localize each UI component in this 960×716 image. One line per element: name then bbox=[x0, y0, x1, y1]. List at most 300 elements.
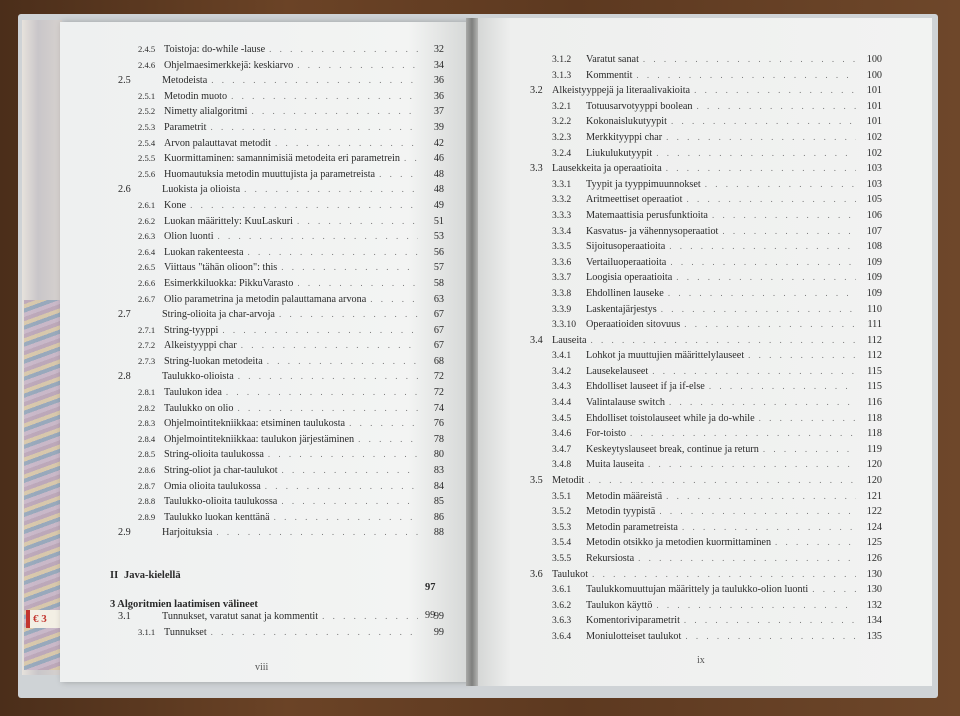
leader-dots bbox=[666, 163, 856, 173]
toc-entry-number: 3.4.5 bbox=[552, 412, 572, 424]
toc-entry-page: 72 bbox=[433, 387, 444, 399]
toc-entry bbox=[118, 153, 444, 169]
leader-dots bbox=[267, 356, 418, 366]
toc-entry-page: 46 bbox=[433, 153, 444, 165]
toc-entry-title: Lohkot ja muuttujien määrittelylauseet bbox=[586, 350, 745, 362]
toc-entry bbox=[530, 537, 882, 553]
toc-entry-title: String-oliot ja char-taulukot bbox=[164, 465, 278, 477]
toc-entry-number: 2.6.6 bbox=[138, 277, 156, 288]
toc-entry-number: 3.4.7 bbox=[552, 443, 572, 455]
toc-entry-page: 100 bbox=[866, 54, 882, 65]
toc-entry-page: 100 bbox=[866, 69, 882, 81]
toc-entry-number: 2.6.3 bbox=[138, 231, 156, 242]
leader-dots bbox=[275, 138, 418, 148]
leader-dots bbox=[669, 397, 856, 407]
toc-entry-number: 3.2 bbox=[530, 85, 543, 97]
toc-entry bbox=[118, 60, 444, 76]
toc-entry-title: Luokan määrittely: KuuLaskuri bbox=[164, 215, 294, 227]
toc-entry-title: Ohjelmointitekniikkaa: taulukon järjestäminen bbox=[164, 433, 355, 445]
leader-dots bbox=[722, 226, 856, 236]
toc-entry-page: 88 bbox=[433, 527, 444, 539]
toc-entry bbox=[118, 481, 444, 497]
toc-entry-title: Metodin parametreista bbox=[586, 521, 678, 533]
toc-entry-title: Metodin otsikko ja metodien kuormittaminen bbox=[586, 537, 772, 549]
toc-entry-title: Olio parametrina ja metodin palauttamana arvona bbox=[164, 293, 367, 305]
leader-dots bbox=[211, 627, 418, 637]
toc-entry-title: Merkkityyppi char bbox=[586, 131, 663, 143]
leader-dots bbox=[652, 366, 856, 376]
toc-entry bbox=[118, 184, 444, 200]
toc-entry-number: 2.5.1 bbox=[138, 90, 156, 101]
toc-entry bbox=[530, 148, 882, 164]
toc-entry bbox=[530, 163, 882, 179]
toc-entry-title: For-toisto bbox=[586, 428, 626, 440]
toc-entry bbox=[530, 459, 882, 475]
toc-entry bbox=[118, 294, 444, 310]
toc-entry bbox=[530, 257, 882, 273]
toc-entry bbox=[118, 611, 444, 627]
leader-dots bbox=[656, 148, 856, 158]
leader-dots bbox=[297, 216, 418, 226]
toc-entry-page: 125 bbox=[866, 537, 882, 549]
leader-dots bbox=[265, 481, 418, 491]
toc-entry-title: Tunnukset, varatut sanat ja kommentit bbox=[162, 611, 319, 622]
toc-entry bbox=[530, 475, 882, 491]
chapter-page-number: 99 bbox=[425, 610, 436, 621]
toc-entry-page: 116 bbox=[867, 397, 882, 409]
leader-dots bbox=[697, 101, 856, 111]
toc-entry-title: Ehdollinen lauseke bbox=[586, 287, 664, 299]
toc-entry-number: 3.6.2 bbox=[552, 599, 572, 611]
toc-entry-page: 39 bbox=[433, 121, 444, 133]
toc-entry-title: Taulukon idea bbox=[164, 387, 222, 399]
toc-entry-page: 134 bbox=[866, 615, 882, 627]
leader-dots bbox=[279, 309, 418, 319]
toc-entry-number: 3.1.3 bbox=[552, 69, 572, 81]
toc-entry bbox=[530, 350, 882, 366]
toc-entry bbox=[530, 397, 882, 413]
toc-entry-page: 49 bbox=[433, 199, 444, 211]
toc-entry bbox=[530, 522, 882, 538]
toc-entry-page: 118 bbox=[867, 428, 882, 440]
leader-dots bbox=[669, 241, 856, 251]
toc-entry bbox=[530, 428, 882, 444]
toc-entry bbox=[530, 506, 882, 522]
toc-entry bbox=[118, 449, 444, 465]
toc-entry-number: 2.4.5 bbox=[138, 44, 156, 54]
toc-entry-number: 3.2.4 bbox=[552, 147, 572, 159]
toc-entry-number: 2.7 bbox=[118, 309, 131, 321]
leader-dots bbox=[237, 403, 418, 413]
toc-entry bbox=[118, 262, 444, 278]
toc-entry-title: Taulukkomuuttujan määrittely ja taulukko-olion luonti bbox=[586, 584, 809, 596]
toc-entry-title: Nimetty alialgoritmi bbox=[164, 106, 248, 118]
toc-entry-title: Lausekkeita ja operaatioita bbox=[552, 163, 662, 175]
toc-entry-title: Alkeistyyppejä ja literaalivakioita bbox=[552, 85, 691, 97]
toc-entry bbox=[118, 403, 444, 419]
toc-entry bbox=[530, 85, 882, 101]
toc-entry-title: Keskeytyslauseet break, continue ja return bbox=[586, 443, 759, 455]
toc-entry-title: Luokista ja olioista bbox=[162, 184, 241, 196]
toc-entry-page: 80 bbox=[433, 449, 444, 461]
toc-entry-number: 2.9 bbox=[118, 527, 131, 539]
toc-entry-title: Metodeista bbox=[162, 75, 208, 87]
toc-entry-page: 124 bbox=[866, 521, 882, 533]
toc-entry-number: 3.3.7 bbox=[552, 272, 572, 284]
leader-dots bbox=[226, 387, 418, 397]
leader-dots bbox=[709, 381, 856, 391]
toc-entry bbox=[530, 584, 882, 600]
toc-entry bbox=[118, 325, 444, 341]
toc-entry-title: Metodin muoto bbox=[164, 90, 228, 102]
toc-entry-title: Kokonaislukutyypit bbox=[586, 116, 667, 128]
toc-entry-title: String-olioita taulukossa bbox=[164, 449, 264, 461]
toc-entry-title: String-olioita ja char-arvoja bbox=[162, 309, 275, 321]
toc-entry-title: Taulukko luokan kenttänä bbox=[164, 511, 270, 523]
toc-entry-page: 58 bbox=[433, 277, 444, 289]
leader-dots bbox=[648, 459, 856, 469]
toc-entry-number: 2.5.3 bbox=[138, 121, 156, 132]
toc-entry-page: 132 bbox=[866, 599, 882, 611]
leader-dots bbox=[591, 335, 856, 345]
toc-entry-page: 102 bbox=[866, 147, 882, 159]
toc-entry-page: 119 bbox=[867, 443, 882, 455]
toc-entry-title: Toistoja: do-while -lause bbox=[164, 44, 266, 55]
toc-entry-title: Taulukko on olio bbox=[164, 402, 234, 414]
toc-entry-number: 3.4.8 bbox=[552, 459, 572, 471]
leader-dots bbox=[349, 418, 418, 428]
part-title: Java-kielellä bbox=[124, 570, 181, 581]
toc-entry bbox=[530, 569, 882, 585]
toc-entry-page: 99 bbox=[433, 611, 444, 622]
toc-entry-number: 2.8.4 bbox=[138, 433, 156, 444]
toc-entry-title: Kone bbox=[164, 199, 187, 211]
toc-entry bbox=[118, 106, 444, 122]
toc-entry-page: 105 bbox=[866, 194, 882, 206]
toc-entry-title: Operaatioiden sitovuus bbox=[586, 319, 681, 331]
leader-dots bbox=[297, 60, 418, 70]
leader-dots bbox=[322, 611, 418, 621]
toc-entry-number: 3.3.5 bbox=[552, 241, 572, 253]
toc-entry bbox=[118, 231, 444, 247]
leader-dots bbox=[238, 371, 418, 381]
toc-entry-page: 108 bbox=[866, 241, 882, 253]
toc-entry-title: Kuormittaminen: samannimisiä metodeita eri parametrein bbox=[164, 153, 400, 165]
right-toc-list bbox=[530, 54, 882, 647]
toc-entry-page: 103 bbox=[866, 163, 882, 175]
toc-entry-title: Parametrit bbox=[164, 121, 207, 133]
toc-entry-page: 83 bbox=[433, 465, 444, 477]
leader-dots bbox=[210, 122, 418, 132]
toc-entry-page: 106 bbox=[866, 209, 882, 221]
toc-entry-title: Valintalause switch bbox=[586, 397, 665, 409]
toc-entry-number: 3.3.10 bbox=[552, 319, 576, 331]
toc-entry-page: 63 bbox=[433, 293, 444, 305]
toc-entry-page: 109 bbox=[866, 287, 882, 299]
toc-entry bbox=[118, 527, 444, 543]
toc-entry-title: Ehdolliset lauseet if ja if-else bbox=[586, 381, 705, 393]
toc-entry bbox=[530, 600, 882, 616]
toc-entry bbox=[530, 132, 882, 148]
toc-entry-title: Tyypit ja tyyppimuunnokset bbox=[586, 178, 701, 190]
toc-entry-number: 3.3.9 bbox=[552, 303, 572, 315]
toc-entry bbox=[118, 138, 444, 154]
toc-entry-title: Tunnukset bbox=[164, 626, 207, 638]
toc-entry-title: Ehdolliset toistolauseet while ja do-while bbox=[586, 412, 755, 424]
toc-entry bbox=[118, 387, 444, 403]
chapter-number: 3 bbox=[110, 599, 116, 610]
toc-entry-title: Metodin määreistä bbox=[586, 490, 663, 502]
toc-entry-number: 3.3.2 bbox=[552, 194, 572, 206]
toc-entry-page: 56 bbox=[433, 246, 444, 258]
toc-entry-title: Muita lauseita bbox=[586, 459, 644, 471]
toc-entry-title: Taulukot bbox=[552, 568, 589, 580]
leader-dots bbox=[244, 184, 418, 194]
toc-entry-title: Ohjelmointitekniikkaa: etsiminen taulukosta bbox=[164, 418, 346, 430]
toc-entry-page: 86 bbox=[433, 511, 444, 523]
toc-entry-page: 115 bbox=[867, 365, 882, 377]
leader-dots bbox=[630, 428, 856, 438]
toc-entry bbox=[530, 70, 882, 86]
toc-entry-title: Liukulukutyypit bbox=[586, 147, 653, 159]
leader-dots bbox=[694, 85, 856, 95]
leader-dots bbox=[588, 475, 856, 485]
leader-dots bbox=[241, 340, 418, 350]
toc-entry bbox=[530, 413, 882, 429]
toc-entry-page: 110 bbox=[867, 303, 882, 315]
chapter-title: Algoritmien laatimisen välineet bbox=[117, 599, 258, 610]
toc-entry bbox=[118, 122, 444, 138]
toc-entry-number: 3.3.8 bbox=[552, 287, 572, 299]
toc-entry-number: 2.8.8 bbox=[138, 496, 156, 507]
toc-entry-page: 42 bbox=[433, 137, 444, 149]
toc-entry bbox=[118, 356, 444, 372]
toc-entry-title: Luokan rakenteesta bbox=[164, 246, 244, 258]
leader-dots bbox=[282, 465, 418, 475]
toc-entry-number: 3.6.3 bbox=[552, 615, 572, 627]
toc-entry-page: 48 bbox=[433, 184, 444, 196]
toc-entry bbox=[530, 288, 882, 304]
toc-entry-number: 3.5 bbox=[530, 475, 543, 487]
toc-entry-number: 2.6.4 bbox=[138, 246, 156, 257]
leader-dots bbox=[247, 247, 418, 257]
toc-entry bbox=[118, 340, 444, 356]
leader-dots bbox=[684, 615, 856, 625]
toc-entry bbox=[118, 371, 444, 387]
toc-entry-title: Taulukon käyttö bbox=[586, 599, 653, 611]
leader-dots bbox=[712, 210, 856, 220]
toc-entry-page: 112 bbox=[867, 350, 882, 362]
leader-dots bbox=[358, 434, 418, 444]
toc-entry-page: 67 bbox=[433, 309, 444, 321]
toc-entry-number: 2.8.6 bbox=[138, 465, 156, 476]
toc-entry bbox=[530, 335, 882, 351]
toc-entry bbox=[530, 366, 882, 382]
toc-entry-page: 121 bbox=[866, 490, 882, 502]
toc-entry-number: 2.5.5 bbox=[138, 153, 156, 164]
leader-dots bbox=[666, 132, 856, 142]
toc-entry-number: 3.5.2 bbox=[552, 506, 572, 518]
toc-entry-number: 3.5.1 bbox=[552, 490, 572, 502]
leader-dots bbox=[268, 449, 418, 459]
leader-dots bbox=[643, 54, 856, 64]
toc-entry-title: Totuusarvotyyppi boolean bbox=[586, 100, 693, 112]
toc-entry-page: 72 bbox=[433, 371, 444, 383]
toc-entry-number: 3.3 bbox=[530, 163, 543, 175]
leader-dots bbox=[218, 231, 418, 241]
toc-entry-page: 37 bbox=[433, 106, 444, 118]
leader-dots bbox=[748, 350, 856, 360]
toc-entry-title: Arvon palauttavat metodit bbox=[164, 137, 271, 149]
part-page-number: 97 bbox=[425, 582, 436, 593]
toc-entry-page: 53 bbox=[433, 231, 444, 243]
toc-entry bbox=[530, 194, 882, 210]
toc-entry bbox=[530, 101, 882, 117]
toc-entry bbox=[530, 631, 882, 647]
toc-entry-number: 3.1.1 bbox=[138, 626, 156, 637]
leader-dots bbox=[670, 257, 856, 267]
leader-dots bbox=[379, 169, 418, 179]
toc-entry-title: Lauseita bbox=[552, 334, 587, 346]
toc-entry-number: 3.6 bbox=[530, 568, 543, 580]
toc-entry-title: Kommentit bbox=[586, 69, 633, 81]
toc-entry-page: 76 bbox=[433, 418, 444, 430]
left-toc-tail-list bbox=[118, 611, 444, 642]
toc-entry bbox=[118, 465, 444, 481]
leader-dots bbox=[686, 194, 856, 204]
toc-entry-title: Rekursiosta bbox=[586, 553, 635, 564]
toc-entry-number: 3.4.4 bbox=[552, 397, 572, 409]
book-gutter bbox=[466, 18, 478, 686]
toc-entry bbox=[530, 54, 882, 70]
toc-entry-title: Loogisia operaatioita bbox=[586, 272, 673, 284]
toc-entry-page: 74 bbox=[433, 402, 444, 414]
toc-entry-page: 84 bbox=[433, 480, 444, 492]
toc-entry-page: 120 bbox=[866, 459, 882, 471]
toc-entry bbox=[118, 44, 444, 60]
toc-entry-title: Laskentajärjestys bbox=[586, 303, 657, 315]
toc-entry-number: 2.8.2 bbox=[138, 402, 156, 413]
chapter-heading bbox=[110, 599, 258, 610]
toc-entry-title: Vertailuoperaatioita bbox=[586, 256, 667, 268]
toc-entry-title: Harjoituksia bbox=[162, 527, 213, 539]
toc-entry-page: 51 bbox=[433, 215, 444, 227]
toc-entry-number: 3.2.3 bbox=[552, 131, 572, 143]
leader-dots bbox=[190, 200, 418, 210]
toc-entry-title: Komentoriviparametrit bbox=[586, 615, 680, 627]
leader-dots bbox=[370, 294, 418, 304]
toc-entry-title: Metodit bbox=[552, 475, 585, 487]
toc-entry-page: 111 bbox=[867, 319, 882, 331]
toc-entry-page: 36 bbox=[433, 90, 444, 102]
leader-dots bbox=[231, 91, 418, 101]
leader-dots bbox=[274, 512, 418, 522]
toc-entry bbox=[530, 491, 882, 507]
toc-entry-title: Moniulotteiset taulukot bbox=[586, 630, 682, 642]
leader-dots bbox=[222, 325, 418, 335]
toc-entry-title: String-luokan metodeita bbox=[164, 355, 263, 367]
left-page-folio: viii bbox=[255, 662, 269, 673]
toc-entry-page: 130 bbox=[866, 568, 882, 580]
toc-entry bbox=[118, 169, 444, 185]
toc-entry bbox=[118, 434, 444, 450]
toc-entry-title: Huomautuksia metodin muuttujista ja parametreista bbox=[164, 168, 376, 180]
toc-entry-number: 2.8.9 bbox=[138, 511, 156, 522]
leader-dots bbox=[666, 491, 856, 501]
toc-entry-number: 2.7.1 bbox=[138, 324, 156, 335]
toc-entry bbox=[530, 116, 882, 132]
toc-entry-page: 115 bbox=[867, 381, 882, 393]
toc-entry-title: Olion luonti bbox=[164, 231, 214, 243]
toc-entry bbox=[118, 278, 444, 294]
toc-entry-title: Ohjelmaesimerkkejä: keskiarvo bbox=[164, 59, 294, 71]
leader-dots bbox=[592, 569, 856, 579]
toc-entry-number: 2.5.4 bbox=[138, 137, 156, 148]
toc-entry-number: 3.4 bbox=[530, 334, 543, 346]
toc-entry-page: 103 bbox=[866, 178, 882, 190]
toc-entry bbox=[118, 247, 444, 263]
leader-dots bbox=[684, 319, 856, 329]
toc-entry-number: 3.4.1 bbox=[552, 350, 572, 362]
toc-entry-number: 2.8.3 bbox=[138, 418, 156, 429]
toc-entry bbox=[530, 304, 882, 320]
toc-entry-page: 67 bbox=[433, 340, 444, 352]
toc-entry-number: 2.5.2 bbox=[138, 106, 156, 117]
toc-entry-number: 2.7.3 bbox=[138, 355, 156, 366]
toc-entry-title: Taulukko-olioista bbox=[162, 371, 234, 383]
leader-dots bbox=[297, 278, 418, 288]
toc-entry-number: 2.6.2 bbox=[138, 215, 156, 226]
toc-entry-number: 3.5.5 bbox=[552, 553, 572, 564]
toc-entry bbox=[118, 200, 444, 216]
toc-entry-number: 3.4.2 bbox=[552, 365, 572, 377]
toc-entry bbox=[118, 627, 444, 643]
toc-entry-title: Alkeistyyppi char bbox=[164, 340, 237, 352]
leader-dots bbox=[251, 106, 418, 116]
toc-entry bbox=[530, 272, 882, 288]
toc-entry bbox=[118, 309, 444, 325]
leader-dots bbox=[636, 70, 856, 80]
part-number: II bbox=[110, 570, 119, 581]
toc-entry-page: 120 bbox=[866, 475, 882, 487]
toc-entry-number: 3.3.6 bbox=[552, 256, 572, 268]
toc-entry-number: 3.4.3 bbox=[552, 381, 572, 393]
leader-dots bbox=[281, 496, 418, 506]
toc-entry-number: 3.2.1 bbox=[552, 100, 572, 112]
toc-entry-title: Kasvatus- ja vähennysoperaatiot bbox=[586, 225, 719, 237]
toc-entry-number: 3.3.1 bbox=[552, 178, 572, 190]
toc-entry-page: 78 bbox=[433, 433, 444, 445]
left-toc-list bbox=[118, 44, 444, 543]
leader-dots bbox=[676, 272, 856, 282]
part-heading bbox=[110, 570, 444, 581]
leader-dots bbox=[668, 288, 856, 298]
toc-entry-page: 99 bbox=[433, 626, 444, 638]
toc-entry-title: Metodin tyypistä bbox=[586, 506, 656, 518]
toc-entry-page: 109 bbox=[866, 272, 882, 284]
leader-dots bbox=[685, 631, 856, 641]
toc-entry-number: 2.6.7 bbox=[138, 293, 156, 304]
toc-entry-page: 85 bbox=[433, 496, 444, 508]
toc-entry-page: 101 bbox=[866, 85, 882, 97]
toc-entry bbox=[530, 553, 882, 569]
toc-entry-page: 109 bbox=[866, 256, 882, 268]
toc-entry-title: String-tyyppi bbox=[164, 324, 219, 336]
leader-dots bbox=[671, 116, 856, 126]
toc-entry-title: Taulukko-olioita taulukossa bbox=[164, 496, 278, 508]
toc-entry-number: 3.5.4 bbox=[552, 537, 572, 549]
toc-entry bbox=[530, 615, 882, 631]
